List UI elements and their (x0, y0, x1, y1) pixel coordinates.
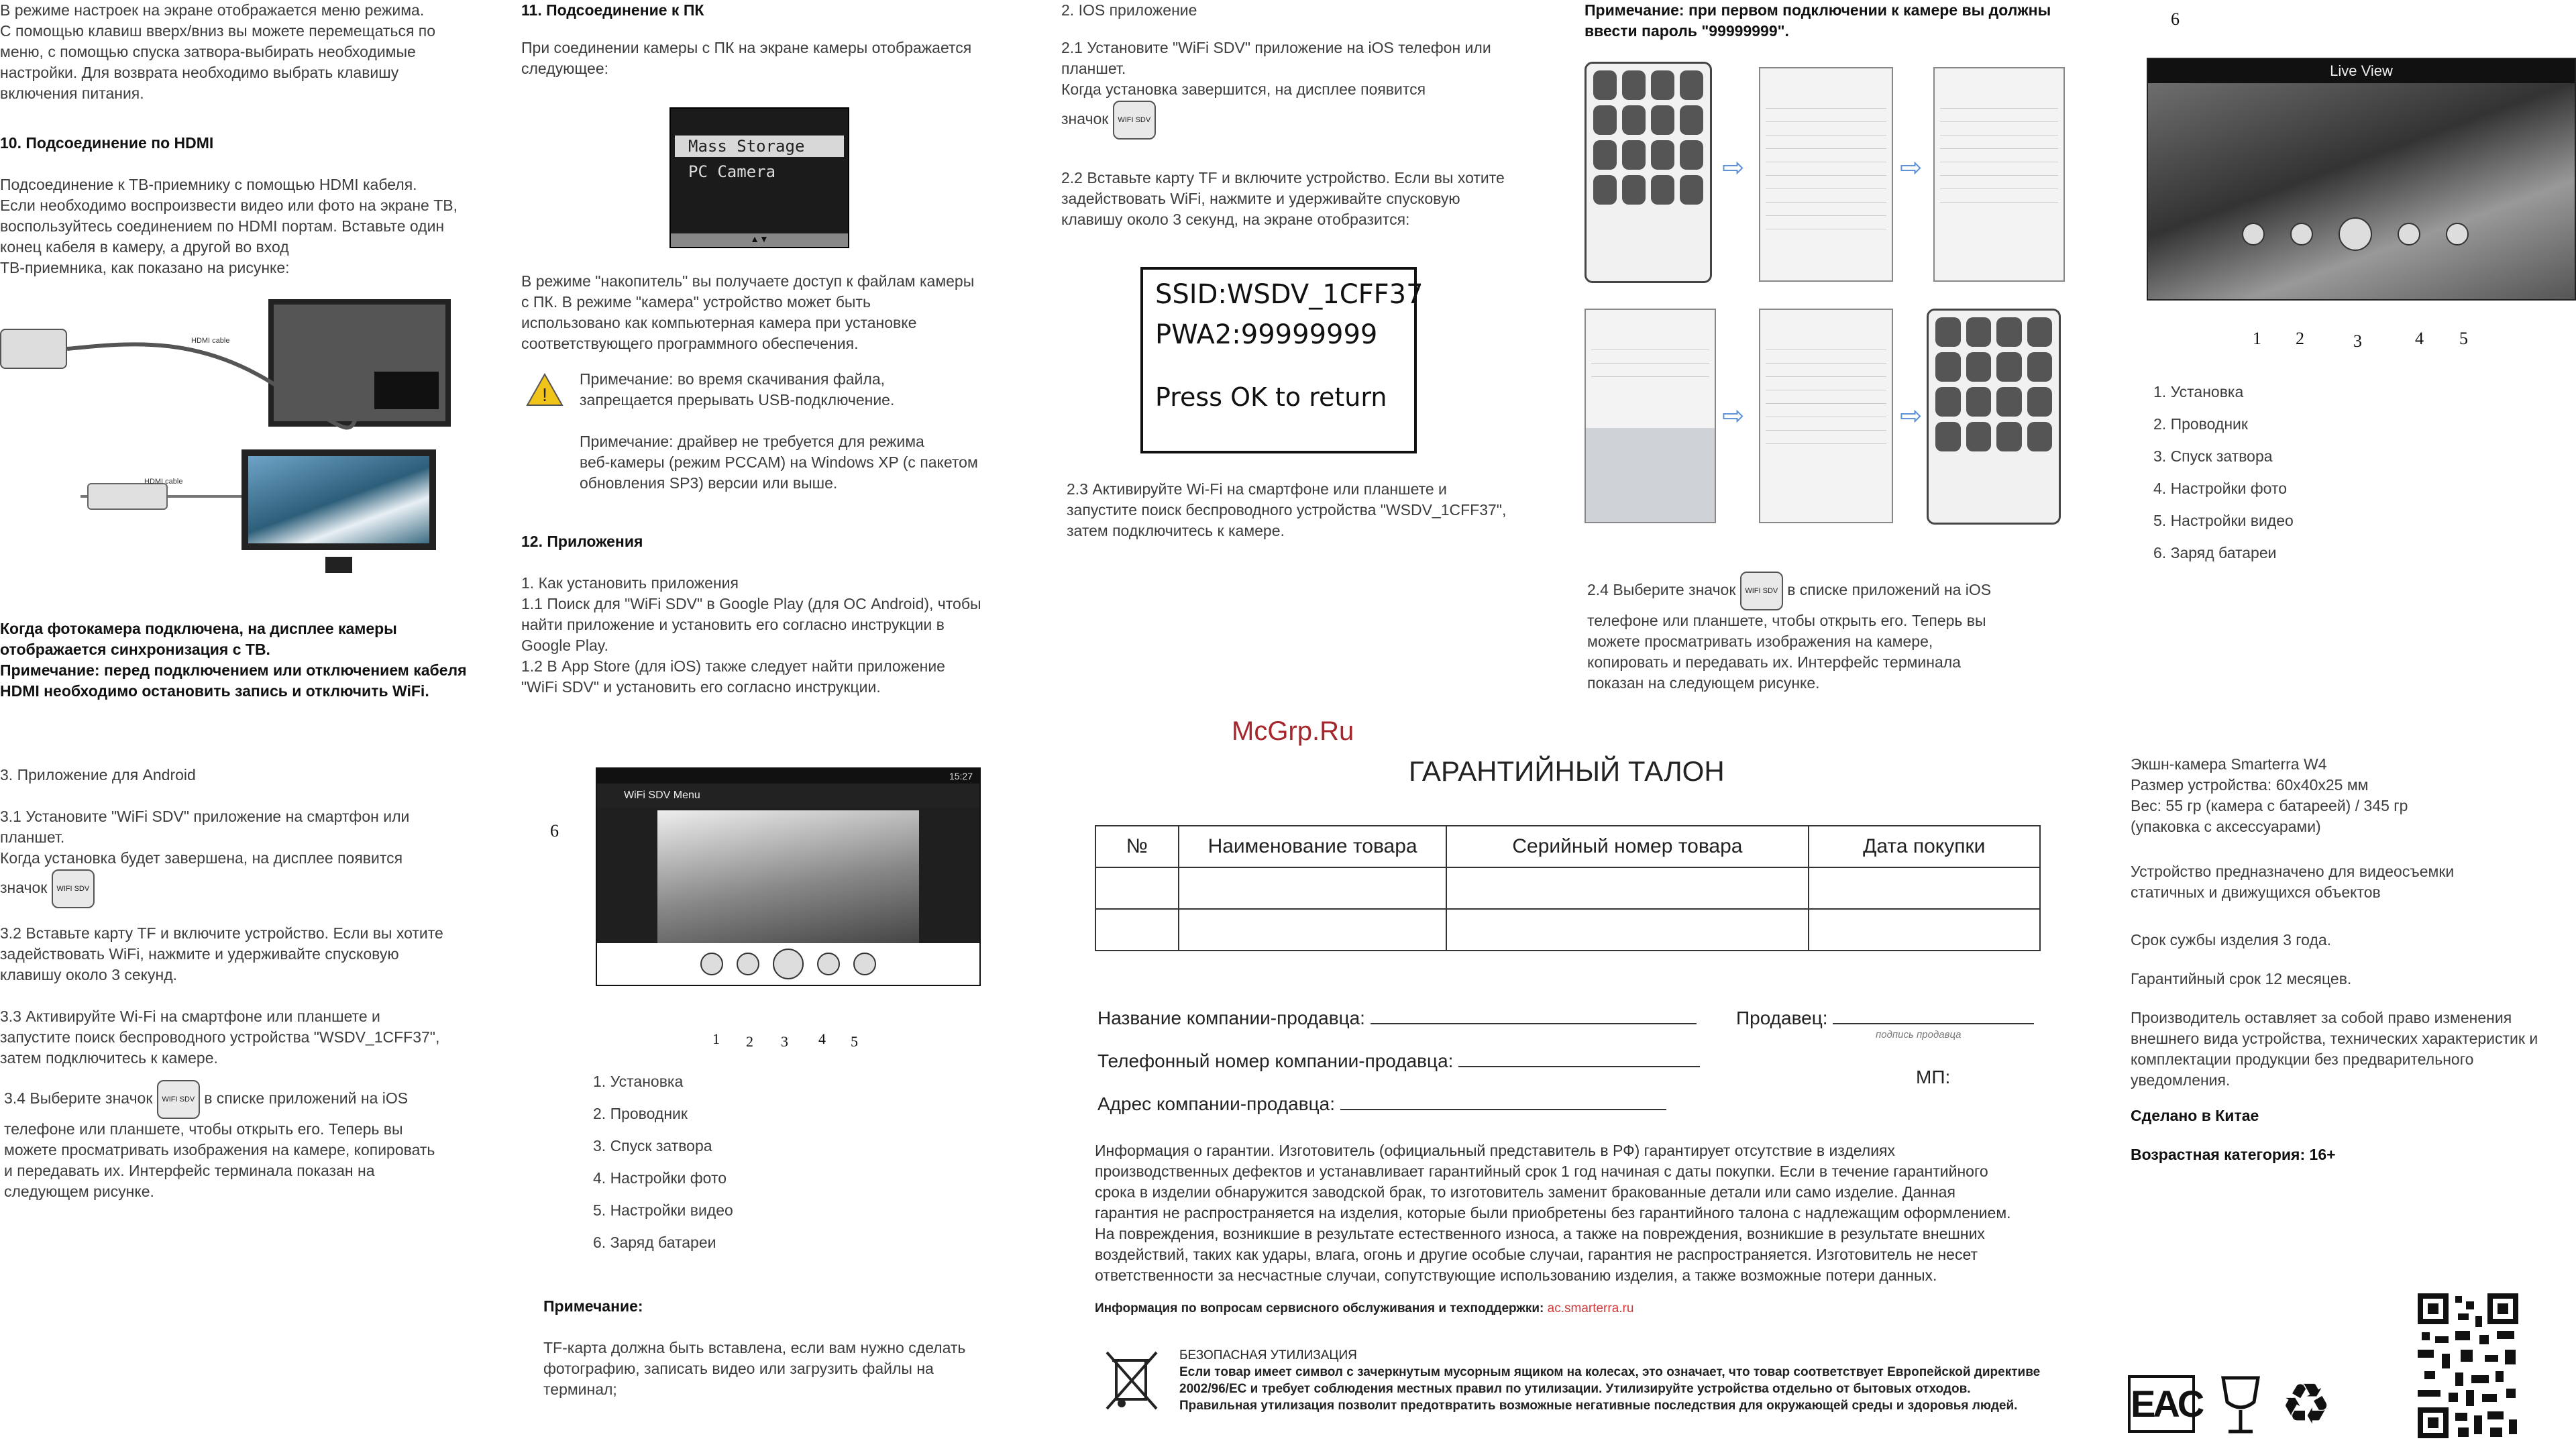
table-cell[interactable] (1809, 909, 2041, 951)
crossed-bin-icon (1097, 1346, 1165, 1416)
callout-1: 1 (2253, 329, 2261, 348)
folder-icon[interactable] (737, 953, 759, 975)
android-note-heading: Примечание: (543, 1297, 643, 1315)
android-legend-list (593, 1065, 733, 1258)
list-item: 2. Проводник (593, 1105, 688, 1122)
callout-2: 2 (746, 1033, 753, 1050)
text-line: задействовать WiFi, нажмите и удерживайте спусковую (0, 945, 399, 963)
status-bar (597, 769, 979, 784)
text-line: воздействий, таких как удары, влага, огонь и другие особые случаи, гарантия не распространяется. Изготовитель не несет (1095, 1246, 1978, 1263)
ios-text-b (1061, 168, 1558, 230)
android-text-c (0, 1006, 483, 1069)
android-heading: 3. Приложение для Android (0, 766, 196, 784)
field-label: Продавец: (1736, 1008, 1828, 1028)
text-line: Подсоединение к ТВ-приемнику с помощью HDMI кабеля. (0, 176, 417, 193)
nav-arrows-icon: ▲▼ (671, 233, 848, 247)
text-line: можете просматривать изображения на камере, (1587, 633, 1933, 650)
text-line: планшет. (0, 828, 65, 846)
text-line: клавишу около 3 секунд. (0, 966, 178, 983)
shutter-icon[interactable] (773, 949, 804, 979)
callout-4: 4 (818, 1030, 826, 1047)
android-text-a (0, 806, 483, 869)
text-line: следующем рисунке. (4, 1183, 154, 1200)
text-line: 1.2 В App Store (для iOS) также следует найти приложение (521, 657, 945, 675)
ios-live-view-screen (2147, 58, 2576, 301)
text-line: воспользуйтесь соединением по HDMI портам. Вставьте один (0, 217, 445, 235)
callout-6: 6 (2171, 9, 2180, 29)
service-life: Срок сужбы изделия 3 года. (2131, 931, 2332, 949)
text-line: Примечание: во время скачивания файла, (580, 370, 885, 388)
text-line: терминал; (543, 1381, 617, 1398)
callout-5: 5 (2459, 329, 2468, 348)
callouts (2247, 315, 2502, 351)
text-line: планшет. (1061, 60, 1126, 77)
control-bar (597, 943, 979, 985)
text-line: 3.2 Вставьте карту TF и включите устройство. Если вы хотите (0, 924, 443, 942)
shutter-icon[interactable] (2339, 217, 2372, 251)
text-line: Вес: 55 гр (камера с батареей) / 345 гр (2131, 797, 2408, 814)
text-line: Примечание: при первом подключении к камере вы должны (1585, 1, 2051, 19)
text-line: значок (0, 879, 48, 897)
text-line: 2.2 Вставьте карту TF и включите устройство. Если вы хотите (1061, 169, 1505, 186)
app-icon-label: WIFI SDV (1745, 586, 1778, 595)
text-line: следующее: (521, 60, 609, 77)
service-info (1095, 1301, 1633, 1316)
text-line: телефоне или планшете, чтобы открыть его. Теперь вы (1587, 612, 1986, 629)
app-icon-label: WIFI SDV (56, 884, 90, 893)
callout-2: 2 (2296, 329, 2304, 348)
note-driver (580, 431, 1022, 494)
text-line: Когда установка завершится, на дисплее появится (1061, 80, 1426, 98)
text-line: настройки. Для возврата необходимо выбрать клавишу (0, 64, 399, 81)
text-line: запустите поиск беспроводного устройства "WSDV_1CFF37", (0, 1028, 440, 1046)
text-line: Если товар имеет символ с зачеркнутым мусорным ящиком на колесах, это означает, что товар соответствует Европейской директиве (1179, 1365, 2041, 1379)
wifi-sdv-app-icon (157, 1080, 200, 1119)
fragile-glass-icon (2214, 1372, 2267, 1440)
text-line: 3.4 Выберите значок (4, 1089, 153, 1108)
field-label: Телефонный номер компании-продавца: (1097, 1050, 1454, 1071)
hdmi-text (0, 174, 483, 278)
specs-block-1 (2131, 754, 2567, 837)
made-in: Сделано в Китае (2131, 1107, 2259, 1124)
ios-legend-list (2153, 376, 2294, 569)
list-item: 2. Проводник (2153, 415, 2248, 433)
control-bar (2242, 223, 2469, 251)
list-item: 1. Установка (2153, 383, 2244, 400)
address-field (1097, 1093, 1666, 1115)
table-cell[interactable] (1809, 867, 2041, 909)
text-line: 3.1 Установите "WiFi SDV" приложение на смартфон или (0, 808, 410, 825)
text-line: Если необходимо воспроизвести видео или фото на экране ТВ, (0, 197, 458, 214)
text-line: веб-камеры (режим PCCAM) на Windows XP (с пакетом (580, 453, 978, 471)
callout-3: 3 (781, 1033, 788, 1050)
phone-home-screen (1927, 309, 2061, 525)
text-line: запустите поиск беспроводного устройства "WSDV_1CFF37", (1067, 501, 1507, 519)
seller-company-field (1097, 1008, 1697, 1029)
text-line: соответствующего программного обеспечения. (521, 335, 859, 352)
field-label: Название компании-продавца: (1097, 1008, 1365, 1028)
text-line: найти приложение и установить его согласно инструкции в (521, 616, 945, 633)
text-line: С помощью клавиш вверх/вниз вы можете перемещаться по (0, 22, 436, 40)
text-line: 3.3 Активируйте Wi-Fi на смартфоне или планшете и (0, 1008, 380, 1025)
wifi-sdv-app-icon (52, 869, 95, 908)
text-line: и передавать их. Интерфейс терминала показан на (4, 1162, 375, 1179)
service-link[interactable]: ac.smarterra.ru (1547, 1301, 1634, 1315)
text-line: (упаковка с аксессуарами) (2131, 818, 2321, 835)
callouts (708, 1030, 869, 1057)
callout-4: 4 (2415, 329, 2424, 348)
camera-icon[interactable] (2398, 223, 2420, 246)
app-icon-label: WIFI SDV (1118, 115, 1151, 124)
phone-home-screen (1585, 62, 1712, 283)
preview-image (657, 810, 919, 945)
warranty-title: ГАРАНТИЙНЫЙ ТАЛОН (1409, 755, 1725, 787)
text-line: производственных дефектов и устанавливает гарантийный срок 1 год начиная с даты покупки. Если в течение гарантийного (1095, 1163, 1988, 1180)
callout-6: 6 (550, 821, 559, 841)
arrow-right-icon: ⇨ (1900, 401, 1923, 431)
list-item: 3. Спуск затвора (593, 1137, 712, 1154)
android-note (543, 1338, 1026, 1400)
pc-mode-screen (669, 107, 849, 248)
app-title-bar (597, 784, 979, 808)
list-item: 1. Установка (593, 1073, 684, 1090)
text-line: уведомления. (2131, 1071, 2231, 1089)
text-line: затем подключитесь к камере. (0, 1049, 218, 1067)
text-line: обновления SP3) версии или выше. (580, 474, 838, 492)
table-cell[interactable] (1446, 909, 1808, 951)
text-line: В режиме настроек на экране отображается меню режима. (0, 1, 425, 19)
text-line: HDMI необходимо остановить запись и отключить WiFi. (0, 682, 429, 700)
text-line: Когда фотокамера подключена, на дисплее камеры (0, 620, 397, 637)
press-ok-text: Press OK to return (1155, 382, 1387, 412)
text-line: затем подключитесь к камере. (1067, 522, 1285, 539)
pc-camera-item: PC Camera (688, 162, 776, 181)
table-header-row (1095, 826, 2040, 867)
list-item: 6. Заряд батареи (2153, 544, 2277, 561)
eac-mark-icon (2128, 1375, 2202, 1433)
text-line: использовано как компьютерная камера при установке (521, 314, 917, 331)
text-line: Размер устройства: 60x40x25 мм (2131, 776, 2369, 794)
text-line: в списке приложений на iOS (1787, 581, 1992, 599)
table-cell[interactable] (1446, 867, 1808, 909)
ssid-text: SSID:WSDV_1CFF37 (1155, 279, 1424, 310)
camera-image (87, 483, 168, 510)
text-line: ввести пароль "99999999". (1585, 22, 1789, 40)
eac-label: EAC (2131, 1383, 2202, 1425)
tv-screen-image (241, 449, 436, 550)
column-header: Наименование товара (1179, 826, 1447, 867)
table-row (1095, 909, 2040, 951)
table-cell[interactable] (1179, 909, 1447, 951)
app-title: WiFi SDV Menu (624, 790, 700, 801)
text-line: срока в изделии обнаружится заводской брак, то изготовитель заменит бракованные детали или само изделие. Данная (1095, 1183, 1955, 1201)
text-line: телефоне или планшете, чтобы открыть его. Теперь вы (4, 1120, 403, 1138)
list-item: 5. Настройки видео (593, 1201, 733, 1219)
seller-field (1736, 1008, 2034, 1029)
text-line: комплектации продукции без предварительного (2131, 1050, 2474, 1068)
ios-icon-line (1061, 101, 1156, 140)
service-label: Информация по вопросам сервисного обслуживания и техподдержки: (1095, 1301, 1544, 1315)
text-line: фотографию, записать видео или загрузить файлы на (543, 1360, 934, 1377)
settings-icon[interactable] (700, 953, 723, 975)
text-line: Примечание: драйвер не требуется для режима (580, 433, 924, 450)
text-line: Устройство предназначено для видеосъемки (2131, 863, 2455, 880)
password-note (1585, 0, 2081, 42)
text-line: Производитель оставляет за собой право изменения (2131, 1009, 2512, 1026)
text-line: отображается синхронизация с ТВ. (0, 641, 270, 658)
android-text-b (0, 923, 483, 985)
text-line: Экшн-камера Smarterra W4 (2131, 755, 2327, 773)
phone-password-screen (1585, 309, 1716, 523)
specs-block-3 (2131, 1008, 2573, 1091)
warning-icon (526, 373, 564, 410)
list-item: 5. Настройки видео (2153, 512, 2294, 529)
android-icon-line (0, 869, 95, 908)
table-row (1095, 867, 2040, 909)
text-line: копировать и передавать их. Интерфейс терминала (1587, 653, 1961, 671)
text-line: задействовать WiFi, нажмите и удерживайте спусковую (1061, 190, 1460, 207)
column-header: № (1095, 826, 1179, 867)
fill-line[interactable] (1458, 1066, 1700, 1067)
phone-field (1097, 1050, 1700, 1072)
list-item: 4. Настройки фото (593, 1169, 727, 1187)
pc-text (521, 38, 1018, 79)
stamp-label: МП: (1916, 1067, 1951, 1087)
age-rating: Возрастная категория: 16+ (2131, 1146, 2336, 1163)
live-view-title: Live View (2148, 59, 2575, 83)
qr-code-icon (2418, 1293, 2518, 1438)
text-line: 2002/96/ЕС и требует соблюдения местных правил по утилизации. Утилизируйте устройства отдельно от бытовых отходов. (1179, 1382, 1971, 1396)
field-label: Адрес компании-продавца: (1097, 1093, 1335, 1114)
ios-steps-illustration (1585, 54, 2068, 543)
text-line: Правильная утилизация позволит предотвратить возможные негативные последствия для окружающей среды и здоровья людей. (1179, 1399, 2018, 1413)
settings-icon[interactable] (2242, 223, 2265, 246)
text-line: 2.4 Выберите значок (1587, 581, 1736, 599)
disposal-text (1179, 1347, 2065, 1414)
app-icon-label: WIFI SDV (162, 1095, 195, 1103)
signature-caption: подпись продавца (1876, 1029, 1962, 1040)
list-item: 3. Спуск затвора (2153, 447, 2273, 465)
svg-text:!: ! (542, 384, 547, 405)
phone-wifi-list-screen (1933, 67, 2065, 282)
apps-heading: 12. Приложения (521, 533, 643, 550)
storage-text (521, 271, 1018, 354)
fill-line[interactable] (1371, 1023, 1697, 1024)
text-line: в списке приложений на iOS (204, 1089, 409, 1108)
wifi-sdv-app-icon (1113, 101, 1156, 140)
text-line: Примечание: перед подключением или отключением кабеля (0, 661, 467, 679)
password-text: PWA2:99999999 (1155, 319, 1378, 350)
warranty-table (1095, 825, 2041, 951)
hdmi-heading: 10. Подсоединение по HDMI (0, 134, 214, 152)
text-line: ответственности за несчастные случаи, сопутствующие использованию изделия, а также возможные потери данных. (1095, 1267, 1937, 1284)
camera-icon[interactable] (817, 953, 840, 975)
mass-storage-item: Mass Storage (675, 136, 844, 157)
text-line: можете просматривать изображения на камере, копировать (4, 1141, 435, 1158)
text-line: В режиме "накопитель" вы получаете доступ к файлам камеры (521, 272, 975, 290)
text-line: гарантия не распространяется на изделия, которые были приобретены без гарантийного талона с надлежащим оформлением. (1095, 1204, 2011, 1222)
phone-settings-screen (1759, 67, 1893, 282)
text-line: включения питания. (0, 85, 144, 102)
watermark: McGrp.Ru (1232, 716, 1354, 746)
text-line: конец кабеля в камеру, а другой во вход (0, 238, 289, 256)
text-line: ТВ-приемника, как показано на рисунке: (0, 259, 290, 276)
intro-text (0, 0, 483, 104)
table-cell[interactable] (1095, 909, 1179, 951)
hdmi-illustration (0, 295, 483, 577)
text-line: "WiFi SDV" и установить его согласно инструкции. (521, 678, 881, 696)
ios-heading: 2. IOS приложение (1061, 1, 1197, 19)
wifi-sdv-app-icon (1740, 572, 1783, 610)
android-step-34 (4, 1080, 487, 1202)
list-item: 4. Настройки фото (2153, 480, 2288, 497)
arrow-right-icon: ⇨ (1722, 153, 1745, 182)
callout-5: 5 (851, 1033, 858, 1050)
text-line: показан на следующем рисунке. (1587, 674, 1820, 692)
arrow-right-icon: ⇨ (1900, 153, 1923, 182)
text-line: 1.1 Поиск для "WiFi SDV" в Google Play (для ОС Android), чтобы (521, 595, 981, 612)
text-line: Информация о гарантии. Изготовитель (официальный представитель в РФ) гарантирует отсутствие в изделиях (1095, 1142, 1896, 1159)
warranty-info (1095, 1140, 2053, 1286)
apps-text (521, 573, 1018, 698)
fill-line[interactable] (1833, 1023, 2034, 1024)
recycle-icon: ♻ (2281, 1372, 2332, 1436)
text-line: 1. Как установить приложения (521, 574, 739, 592)
text-line: Когда установка будет завершена, на дисплее появится (0, 849, 403, 867)
folder-icon[interactable] (2290, 223, 2313, 246)
text-line: На повреждения, возникшие в результате естественного износа, а также на повреждения, возникшие в результате внешних (1095, 1225, 1985, 1242)
ios-text-c (1067, 479, 1563, 541)
phone-wifi-connected-screen (1759, 309, 1893, 523)
text-line: с ПК. В режиме "камера" устройство может быть (521, 293, 871, 311)
ios-text-a (1061, 38, 1558, 100)
hdmi-cable-label: HDMI cable (191, 337, 230, 345)
warranty-period: Гарантийный срок 12 месяцев. (2131, 970, 2352, 987)
text-line: статичных и движущихся объектов (2131, 883, 2381, 901)
disposal-heading: БЕЗОПАСНАЯ УТИЛИЗАЦИЯ (1179, 1348, 1357, 1362)
status-time: 15:27 (949, 771, 973, 782)
ios-step-24 (1587, 572, 2084, 694)
text-line: 2.3 Активируйте Wi-Fi на смартфоне или планшете и (1067, 480, 1447, 498)
table-cell[interactable] (1179, 867, 1447, 909)
text-line: меню, с помощью спуска затвора-выбирать необходимые (0, 43, 416, 60)
note-usb (580, 369, 1022, 411)
callout-1: 1 (712, 1030, 720, 1047)
text-line: клавишу около 3 секунд, на экране отобразится: (1061, 211, 1410, 228)
android-app-screen (596, 767, 981, 986)
hdmi-note (0, 618, 496, 702)
video-icon[interactable] (2446, 223, 2469, 246)
specs-block-2 (2131, 861, 2567, 903)
text-line: значок (1061, 110, 1109, 128)
text-line: запрещается прерывать USB-подключение. (580, 391, 895, 409)
callout-3: 3 (2353, 331, 2362, 351)
text-line: 2.1 Установите "WiFi SDV" приложение на iOS телефон или (1061, 39, 1491, 56)
video-icon[interactable] (853, 953, 876, 975)
column-header: Дата покупки (1809, 826, 2041, 867)
text-line: При соединении камеры с ПК на экране камеры отображается (521, 39, 972, 56)
table-cell[interactable] (1095, 867, 1179, 909)
keyboard-image (1586, 428, 1715, 522)
arrow-right-icon: ⇨ (1722, 401, 1745, 431)
list-item: 6. Заряд батареи (593, 1234, 716, 1251)
hdmi-cable-label: HDMI cable (144, 478, 183, 486)
pc-heading: 11. Подсоединение к ПК (521, 1, 704, 19)
column-header: Серийный номер товара (1446, 826, 1808, 867)
fill-line[interactable] (1340, 1109, 1666, 1110)
text-line: внешнего вида устройства, технических характеристик и (2131, 1030, 2538, 1047)
text-line: Google Play. (521, 637, 608, 654)
text-line: TF-карта должна быть вставлена, если вам нужно сделать (543, 1339, 966, 1356)
tv-stand (325, 557, 352, 573)
wifi-info-screen (1140, 267, 1424, 453)
